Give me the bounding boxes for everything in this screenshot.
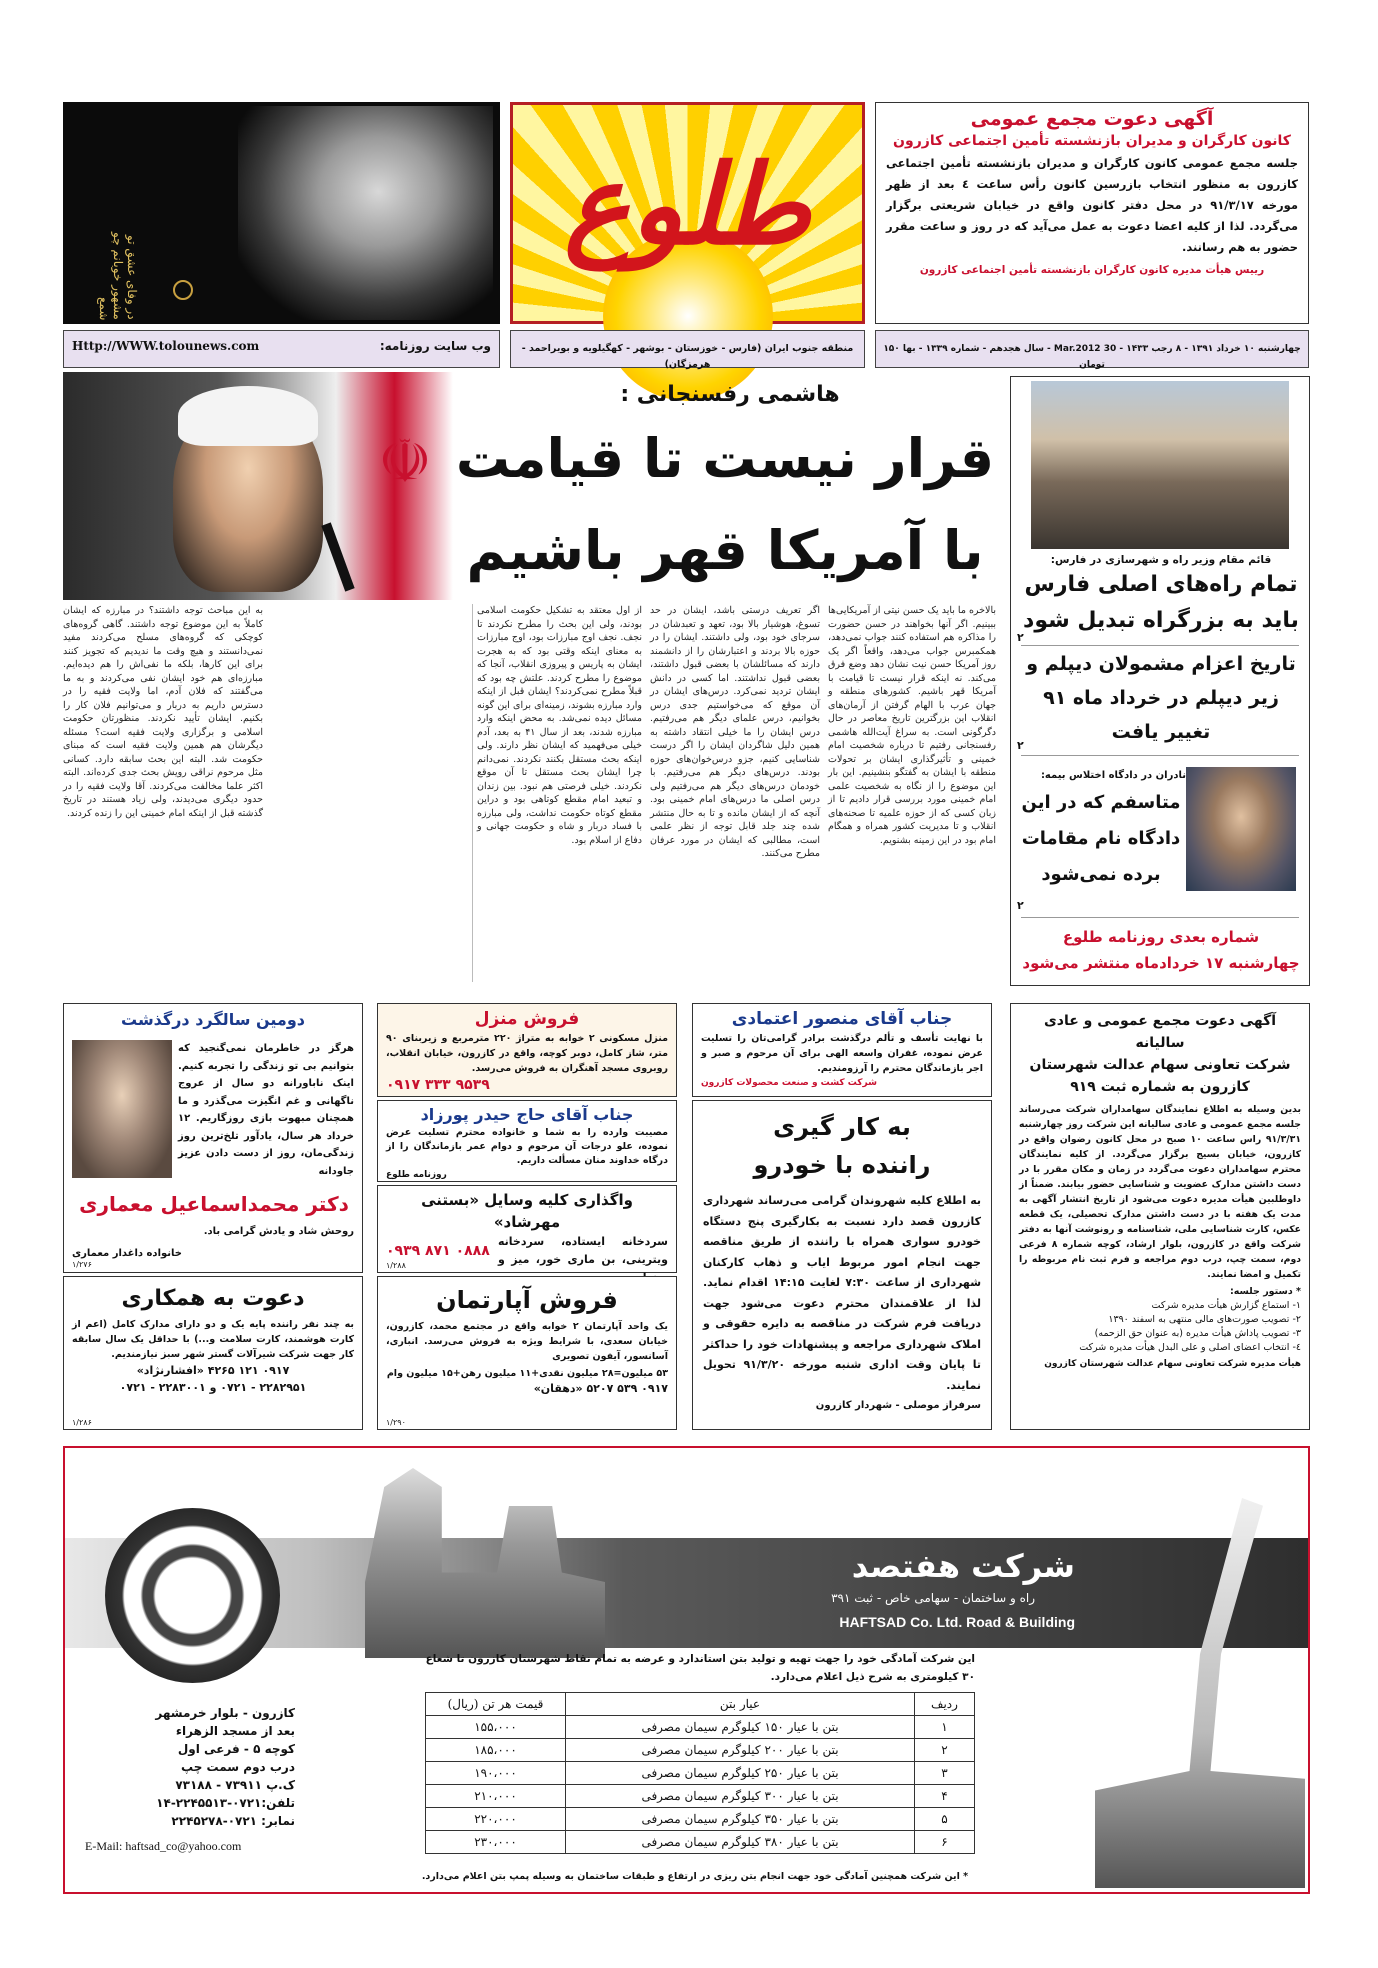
- row-no: ۳: [915, 1762, 975, 1785]
- sidebar-h1a: تمام راه‌های اصلی فارس: [1024, 572, 1298, 597]
- house-sale-phone: ۰۹۱۷ ۳۳۳ ۹۵۳۹: [386, 1077, 490, 1093]
- next-issue-1: شماره بعدی روزنامه طلوع: [1062, 928, 1260, 946]
- row-price: ۲۲۰،۰۰۰: [426, 1808, 566, 1831]
- tender-sign: سرفراز موصلی - شهردار کازرون: [815, 1400, 981, 1411]
- address-line-6: تلفن:۰۷۲۱-۲۲۴۵۵۱۳-۱۴: [156, 1796, 295, 1810]
- haftsad-intro: این شرکت آمادگی خود را جهت تهیه و تولید بتن استاندارد و عرضه به تمام نقاط شهرستان کازرون تا شعاع ۳۰ کیلومتری به شرح ذیل اعلام می‌دارد.: [425, 1653, 975, 1683]
- ad-anniversary: [63, 1003, 363, 1273]
- sidebar-h1b: باید به بزرگراه تبدیل شود: [1023, 608, 1299, 633]
- sidebar: [1010, 376, 1310, 986]
- apartment-title: فروش آپارتمان: [436, 1286, 618, 1314]
- sidebar-h3a: متاسفم که در این: [1021, 792, 1181, 813]
- address-line-4: درب دوم سمت چپ: [181, 1760, 295, 1774]
- row-no: ۱: [915, 1716, 975, 1739]
- ad-tender: [692, 1100, 992, 1430]
- region-text: منطقه جنوب ایران (فارس - خوزستان - بوشهر - کهگیلویه و بویراحمد - هرمزگان): [521, 343, 854, 370]
- apartment-body: یک واحد آپارتمان ۲ خوابه واقع در مجتمع محمد، کازرون، خیابان سعدی، با شرایط ویژه به فروش می‌رسد. انباری، آسانسور، آیفون تصویری: [386, 1321, 668, 1362]
- anniversary-body: هرگز در خاطرمان نمی‌گنجید که بتوانیم بی تو زندگی را تجربه کنیم. اینک ناباورانه دو سال از عروج ناگهانی و غم انگیزت می‌گذرد و ما همچنان مبهوت بازی روزگاریم. ۱۲ خرداد هر سال، یادآور تلخ‌ترین روز زندگی‌مان، روز از دست دادن عزیز جاودانه: [178, 1043, 354, 1177]
- condolence2-body: مصیبت وارده را به شما و خانواده محترم تسلیت عرض نموده، علو درجات آن مرحوم و دوام عمر بازماندگان را از درگاه خداوند منان مسألت داریم.: [386, 1127, 668, 1166]
- website-link[interactable]: Http://WWW.tolounews.com: [72, 339, 260, 353]
- sidebar-h3b: دادگاه نام مقامات: [1021, 828, 1181, 849]
- shop-transfer-code: ۱/۲۸۸: [386, 1261, 406, 1270]
- tender-title-2: راننده با خودرو: [753, 1151, 931, 1179]
- haftsad-name-en: HAFTSAD Co. Ltd. Road & Building: [839, 1614, 1075, 1630]
- anniversary-title: دومین سالگرد درگذشت: [121, 1010, 305, 1029]
- condolence2-title: جناب آقای حاج حیدر پورزاد: [420, 1105, 634, 1124]
- photo1-caption: قائم مقام وزیر راه و شهرسازی در فارس:: [1050, 554, 1272, 566]
- coop-body: بدین وسیله به اطلاع نمایندگان سهامداران شرکت می‌رساند جلسه مجمع عمومی و عادی سالیانه این شرکت روز چهارشنبه ۹۱/۳/۳۱ راس ساعت ۱۰ صبح در محل کانون رضوان واقع در کازرون، خیابان بسیج برگزار می‌گردد. از کلیه نمایندگان محترم سهامداران دعوت می‌گردد در زمان و مکان مقرر با در دست داشتن مدارک عضویت و شناسایی حضور بیابند. ضمناً از داوطلبین هیأت مدیره دعوت می‌شود از تاریخ انتشار آگهی به مدت یک هفته با در دست داشتن مدارک تحصیلی، یک قطعه عکس، کارت شناسایی ملی، شناسنامه و رونوشت آنها به دفتر شرکت واقع در کازرون، بلوار ارشاد، کوچه شماره ۸ فرعی دوم، سمت چپ، درب دوم مراجعه و فرم ثبت نام مربوطه را تکمیل و امضا نمایند.: [1019, 1104, 1301, 1280]
- date-bar: [875, 330, 1309, 368]
- lead-column-1: بالاخره ما باید یک حسن نیتی از آمریکایی‌ها ببینیم. اگر آنها بخواهند در حسن حضورت را مذاکره هم استفاده کنند جواب نمی‌دهد، همکمبرس جواب می‌دهد، واقعاً اگر یک روز آمریکا حسن نیت نشان دهد وضع فرق می‌کند. نه اینکه قرار نیست تا قیامت با آمریکا قهر باشیم. کشورهای منطقه و جهان عرب با الهام گرفتن از آرمان‌های انقلاب این بزرگترین تاریخ معاصر در حال دگرگونی است. به سراغ آیت‌الله هاشمی رفسنجانی رفتیم تا درباره شخصیت امام خمینی و تأثیرگذاری ایشان بر تحولات منطقه با ایشان به گفتگو بنشینیم. این بار این موضوع را از نگاه به شخصیت علمی امام خمینی مورد بررسی قرار دادیم تا از زبان کسی که از حوزه علمیه تا صحنه‌های انقلاب و تا مدیریت کشور همراه و همگام امام بود در این زمینه بشنویم.: [828, 605, 996, 846]
- row-no: ۲: [915, 1739, 975, 1762]
- lead-column-4b: [275, 604, 465, 982]
- anniversary-prayer: روحش شاد و یادش گرامی باد.: [203, 1226, 354, 1237]
- memorial-portrait: [72, 1040, 172, 1178]
- row-grade: بتن با عیار ۳۰۰ کیلوگرم سیمان مصرفی: [566, 1785, 915, 1808]
- price-table-grid: [425, 1692, 975, 1854]
- haftsad-logo-icon: [105, 1508, 280, 1683]
- house-sale-title: فروش منزل: [474, 1009, 580, 1029]
- construction-photo: [1031, 381, 1289, 549]
- row-price: ۱۸۵،۰۰۰: [426, 1739, 566, 1762]
- haftsad-email[interactable]: E-Mail: haftsad_co@yahoo.com: [85, 1839, 242, 1853]
- hiring-body: به چند نفر راننده پایه یک و دو دارای مدارک کامل (اعم از کارت هوشمند، کارت سلامت و...) با حداقل یک سال سابقه کار جهت شرکت شیرآلات گستر شهر سبز نیازمندیم.: [72, 1319, 354, 1360]
- date-line: چهارشنبه ۱۰ خرداد ۱۳۹۱ - ۸ رجب ۱۴۳۳ - 30 Mar.2012 - سال هجدهم - شماره ۱۳۳۹ - بها ۱۵۰ تومان: [883, 344, 1301, 370]
- notice-top-body: جلسه مجمع عمومی کانون کارگران و مدیران بازنشسته تأمین اجتماعی کازرون به منظور انتخاب بازرسین کانون رأس ساعت ٤ بعد از ظهر مورخه ۹۱/۳/۱۷ در محل دفتر کانون واقع در خیابان شریعتی برگزار می‌گردد. لذا از کلیه اعضا دعوت به عمل می‌آید که در روز و ساعت مقرر حضور به هم رسانند.: [886, 156, 1299, 254]
- signature-seal-icon: [173, 280, 193, 300]
- row-no: ۶: [915, 1831, 975, 1854]
- lead-column-4: به این مباحث توجه داشتند؟ در مبارزه که ایشان کاملاً به این موضوع توجه داشتند. گاهی گروه‌های کوچکی که گروه‌های مسلح می‌کردند مفید نمی‌دانستند و هیچ وقت ما ندیدیم که تجویز کنند برای این کارها، بلکه ما نفی‌اش را هم دیده‌ایم. مبارزه‌ای هم خود ایشان نفی می‌کردند و به ما می‌گفتند که فلان آدم، اما ولایت فقیه را در دسترس داریم به دربار و می‌توانیم فلان کار را بکنیم. ایشان تأیید نکردند. منظورتان حکومت اسلامی و برگزاری ولایت فقیه است؟ مسئله دیگرشان هم همین ولایت فقیه است که مبنای حکومت شد. البته این بحث سابقه دارد. کسانی مثل مرحوم نراقی رویش بحث جدی کرده‌اند. البته اکثر علما مخالفت می‌کردند. آقا ولایت فقیه را در حدود دیگری می‌دیدند، ولی زیاد هستند در تاریخ گذشته قبل از اینکه امام خمینی این را زنده کردند.: [63, 605, 263, 819]
- table-row: [426, 1739, 975, 1762]
- coop-title-2: شرکت تعاونی سهام عدالت شهرستان: [1029, 1057, 1291, 1073]
- notice-top-subtitle: کانون کارگران و مدیران بازنشسته تأمین اجتماعی کازرون: [893, 133, 1291, 149]
- sidebar-divider-3: [1021, 917, 1299, 918]
- khomeini-banner: [63, 102, 500, 324]
- iran-emblem-icon: ☫: [378, 427, 432, 497]
- khomeini-caption: در وفای عشق تو مشهور خوبانم چو شمع: [97, 232, 139, 320]
- address-line-1: کازرون - بلوار خرمشهر: [155, 1706, 295, 1720]
- hiring-code: ۱/۲۸۶: [72, 1418, 92, 1427]
- row-price: ۱۹۰،۰۰۰: [426, 1762, 566, 1785]
- notice-top-signature: رییس هیأت مدیره کانون کارگران بازنشسته تأمین اجتماعی کازرون: [919, 264, 1265, 276]
- tender-title-1: به کار گیری: [773, 1113, 911, 1141]
- lead-headline-2: با آمریکا قهر باشیم: [466, 519, 984, 582]
- sidebar-divider-1: [1021, 645, 1299, 646]
- next-issue-2: چهارشنبه ۱۷ خردادماه منتشر می‌شود: [1022, 954, 1300, 972]
- sidebar-h3c: برده نمی‌شود: [1041, 864, 1161, 885]
- ad-coop: [1010, 1003, 1310, 1430]
- website-bar: [63, 330, 500, 368]
- anniversary-code: ۱/۲۷۶: [72, 1260, 92, 1269]
- table-row: [426, 1808, 975, 1831]
- website-label: وب سایت روزنامه:: [379, 339, 491, 353]
- shop-transfer-title: واگذاری کلیه وسایل «بستنی مهرشاد»: [421, 1191, 633, 1231]
- haftsad-address: [85, 1704, 295, 1830]
- table-row: [426, 1831, 975, 1854]
- price-table: [425, 1692, 975, 1854]
- row-price: ۱۵۵،۰۰۰: [426, 1716, 566, 1739]
- khomeini-portrait: [238, 106, 493, 320]
- turban: [178, 386, 318, 446]
- sidebar-divider-2: [1021, 755, 1299, 756]
- house-sale-body: منزل مسکونی ۲ خوابه به متراژ ۲۲۰ مترمربع و زیربنای ۹۰ متر، شاز کامل، دوبر کوچه، واقع در کازرون، خیابان انقلاب، روبروی مسجد آهنگران به فروش می‌رسد.: [386, 1033, 668, 1074]
- lead-headline-1: قرار نیست تا قیامت: [455, 427, 995, 490]
- condolence1-title: جناب آقای منصور اعتمادی: [731, 1009, 953, 1029]
- hiring-phone-2: ۲۲۸۲۹۵۱ - ۰۷۲۱ و ۲۲۸۳۰۰۱ - ۰۷۲۱: [119, 1381, 307, 1394]
- region-bar: [510, 330, 865, 368]
- condolence1-sign: شرکت کشت و صنعت محصولات کازرون: [701, 1078, 877, 1088]
- hiring-title: دعوت به همکاری: [121, 1286, 305, 1311]
- coop-sign: هیأت مدیره شرکت تعاونی سهام عدالت شهرستان کازرون: [1044, 1359, 1301, 1369]
- haftsad-sub-fa: راه و ساختمان - سهامی خاص - ثبت ۳۹۱: [831, 1591, 1035, 1605]
- coop-agenda-3: ۳- تصویب پاداش هیأت مدیره (به عنوان حق الزحمه): [1094, 1328, 1301, 1339]
- lead-kicker: هاشمی رفسنجانی :: [620, 382, 840, 407]
- address-line-5: ک.پ ۷۳۹۱۱ - ۷۳۱۸۸: [175, 1778, 295, 1792]
- row-grade: بتن با عیار ۲۵۰ کیلوگرم سیمان مصرفی: [566, 1762, 915, 1785]
- ad-haftsad: [63, 1446, 1310, 1894]
- sidebar-page-2: ۲: [1017, 739, 1024, 752]
- address-line-2: بعد از مسجد الزهراء: [175, 1724, 295, 1738]
- row-grade: بتن با عیار ۱۵۰ کیلوگرم سیمان مصرفی: [566, 1716, 915, 1739]
- row-no: ۴: [915, 1785, 975, 1808]
- address-line-7: نمابر: ۰۷۲۱-۲۲۴۵۲۷۸: [171, 1814, 295, 1828]
- sidebar-h2c: تغییر یافت: [1111, 721, 1211, 743]
- header-price: قیمت هر تن (ریال): [426, 1693, 566, 1716]
- sidebar-page-1: ۲: [1017, 631, 1024, 644]
- row-grade: بتن با عیار ۲۰۰ کیلوگرم سیمان مصرفی: [566, 1739, 915, 1762]
- row-price: ۲۳۰،۰۰۰: [426, 1831, 566, 1854]
- coop-agenda-4: ٤- انتخاب اعضای اصلی و علی البدل هیأت مدیره شرکت: [1079, 1342, 1301, 1353]
- haftsad-name-fa: شرکت هفتصد: [851, 1547, 1075, 1585]
- anniversary-name: دکتر محمداسماعیل معماری: [79, 1192, 349, 1216]
- apartment-code: ۱/۲۹۰: [386, 1418, 406, 1427]
- table-row: [426, 1716, 975, 1739]
- coop-title-1: آگهی دعوت مجمع عمومی و عادی سالیانه: [1043, 1013, 1277, 1051]
- table-row: [426, 1785, 975, 1808]
- row-grade: بتن با عیار ۳۸۰ کیلوگرم سیمان مصرفی: [566, 1831, 915, 1854]
- row-no: ۵: [915, 1808, 975, 1831]
- sidebar-kicker-3: نادران در دادگاه اختلاس بیمه:: [1040, 770, 1186, 781]
- sidebar-h2a: تاریخ اعزام مشمولان دیپلم و: [1026, 653, 1296, 675]
- lead-column-2: اگر تعریف درستی باشد، ایشان در حد تسوغ، هوشیار بالا بود، تعهد و تعبدشان در سرجای خود بود، ولی داشتند. ایشان را در حوزه بالا بردند و اعتبارشان را از دانشمند دارند که مسائلشان با بعضی قبول داشتند، بعضی قبول نداشتند. اما کسی در دانش ایشان تردید نمی‌کرد. درس‌های ایشان در آن موقع که می‌خواستیم جدی درس بخوانیم، درس علمای دیگر هم می‌رفتیم. درس ایشان را ما خیلی انتقاد داشته به همین دلیل شاگردان ایشان را اگر درست شناسایی کنیم، جزو درس‌خوان‌های حوزه بودند. درس‌های دیگر هم می‌رفتیم. با خودمان درس‌های دیگر هم می‌رفتیم ولی درس اصلی ما درس‌های امام خمینی بود. آنچه که از ایشان مانده و تا به حال منتشر شده چند جلد قابل توجه از نظر علمی است، مطالبی که ایشان در مورد عرفان مطرح می‌کنند.: [650, 605, 820, 859]
- ad-hiring: [63, 1276, 363, 1430]
- haftsad-footnote: * این شرکت همچنین آمادگی خود جهت انجام بتن ریزی در ارتفاع و طبقات ساختمان به وسیله پمپ بتن اعلام می‌دارد.: [421, 1871, 969, 1882]
- shop-transfer-body: سردخانه ایستاده، سردخانه ویترینی، بن ماری خور، میز و: [498, 1235, 668, 1266]
- rafsanjani-photo: [63, 372, 453, 600]
- coop-title-3: کازرون به شماره ثبت ۹۱۹: [1070, 1079, 1250, 1095]
- condolence1-body: با نهایت تأسف و تألم درگذشت برادر گرامی‌تان را تسلیت عرض نموده، غفران واسعه الهی برای آن مرحوم و صبر و اجر بازماندگان محترم را آرزومندیم.: [701, 1033, 983, 1074]
- anniversary-family: خانواده داغدار معماری: [72, 1248, 182, 1259]
- row-price: ۲۱۰،۰۰۰: [426, 1785, 566, 1808]
- coop-agenda-1: ۱- استماع گزارش هیأت مدیره شرکت: [1151, 1300, 1301, 1311]
- hiring-phone-1: ۰۹۱۷ ۱۲۱ ۴۲۶۵ «افشارنژاد»: [136, 1364, 290, 1377]
- logo-text: طلوع: [564, 140, 811, 269]
- microphone-icon: [321, 522, 354, 591]
- shop-transfer-phone: ۰۹۳۹ ۸۷۱ ۰۸۸۸: [386, 1243, 490, 1259]
- price-table-header: [426, 1693, 975, 1716]
- ad-apartment: [377, 1276, 677, 1430]
- ad-house-sale: [377, 1003, 677, 1097]
- table-row: [426, 1762, 975, 1785]
- coop-agenda-2: ۲- تصویب صورت‌های مالی منتهی به اسفند ۱۳۹۰: [1108, 1314, 1301, 1325]
- ad-condolence-2: [377, 1100, 677, 1182]
- header-row-no: ردیف: [915, 1693, 975, 1716]
- condolence2-sign: روزنامه طلوع: [386, 1170, 447, 1180]
- defendant-photo: [1186, 767, 1296, 891]
- sidebar-h2b: زیر دیپلم در خرداد ماه ۹۱: [1043, 687, 1279, 709]
- ad-shop-transfer: [377, 1185, 677, 1273]
- logo-box: [510, 102, 865, 324]
- address-line-3: کوچه ۵ - فرعی اول: [177, 1742, 295, 1756]
- lead-column-3: از اول معتقد به تشکیل حکومت اسلامی بودند، ولی این بحث را مطرح نکردند تا نجف. نجف اوج مبارزات بود، اوج مبارزات به معنای اینکه وقتی بود که به هجرت ایشان به پاریس و پیروزی انقلاب، آنجا که موضوع را مطرح کردند. علتش چه بود که قبلاً مطرح نمی‌کردند؟ ایشان قبل از اینکه وارد مبارزه بشوند، زمینه‌ای برای این گونه مسائل دیده نمی‌شد. به محض اینکه وارد مبارزه شدند، بعد از سال ۴۱ به بعد، آدم خیلی می‌فهمید که ایشان نظر دارند. ولی اینکه بحث مستقل بکنند نکردند. نمی‌دانم چرا ایشان بحث مستقل تا آن موقع نکردند. خیلی فرصتی هم نبود. بین زندان و تبعید امام مقطع کوتاهی بود و دراین مقطع کوتاه حکومت نداشت، ولی مبارزه با فساد دربار و شاه و حکومت جهانی و دفاع از اسلام بود.: [472, 604, 642, 982]
- ad-condolence-1: [692, 1003, 992, 1097]
- apartment-phone: ۰۹۱۷ ۵۳۹ ۵۲۰۷ «دهقان»: [533, 1382, 668, 1395]
- row-grade: بتن با عیار ۳۵۰ کیلوگرم سیمان مصرفی: [566, 1808, 915, 1831]
- sidebar-page-3: ۲: [1017, 899, 1024, 912]
- coop-agenda-title: * دستور جلسه:: [1229, 1286, 1301, 1297]
- notice-top-title: آگهی دعوت مجمع عمومی: [970, 108, 1214, 130]
- tender-body: به اطلاع کلیه شهروندان گرامی می‌رساند شهرداری کازرون قصد دارد نسبت به بکارگیری پنج دستگاه خودرو سواری همراه با راننده از طریق مناقصه جهت انجام امور مربوط ایاب و ذهاب کارکنان شهرداری از ساعت ۷:۳۰ لغایت ۱۴:۱۵ اقدام نماید. لذا از علاقمندان محترم دعوت می‌شود جهت دریافت فرم شرکت در مناقصه به دایره حقوقی و املاک شهرداری مراجعه و پیشنهادات خود را حداکثر تا پایان وقت اداری شنبه مورخه ۹۱/۳/۲۰ تحویل نمایند.: [703, 1194, 982, 1392]
- apartment-price: ۵۳ میلیون=۲۸ میلیون نقدی+۱۱ میلیون رهن+۱۵ میلیون وام: [386, 1368, 668, 1379]
- notice-top: [875, 102, 1309, 324]
- header-grade: عیار بتن: [566, 1693, 915, 1716]
